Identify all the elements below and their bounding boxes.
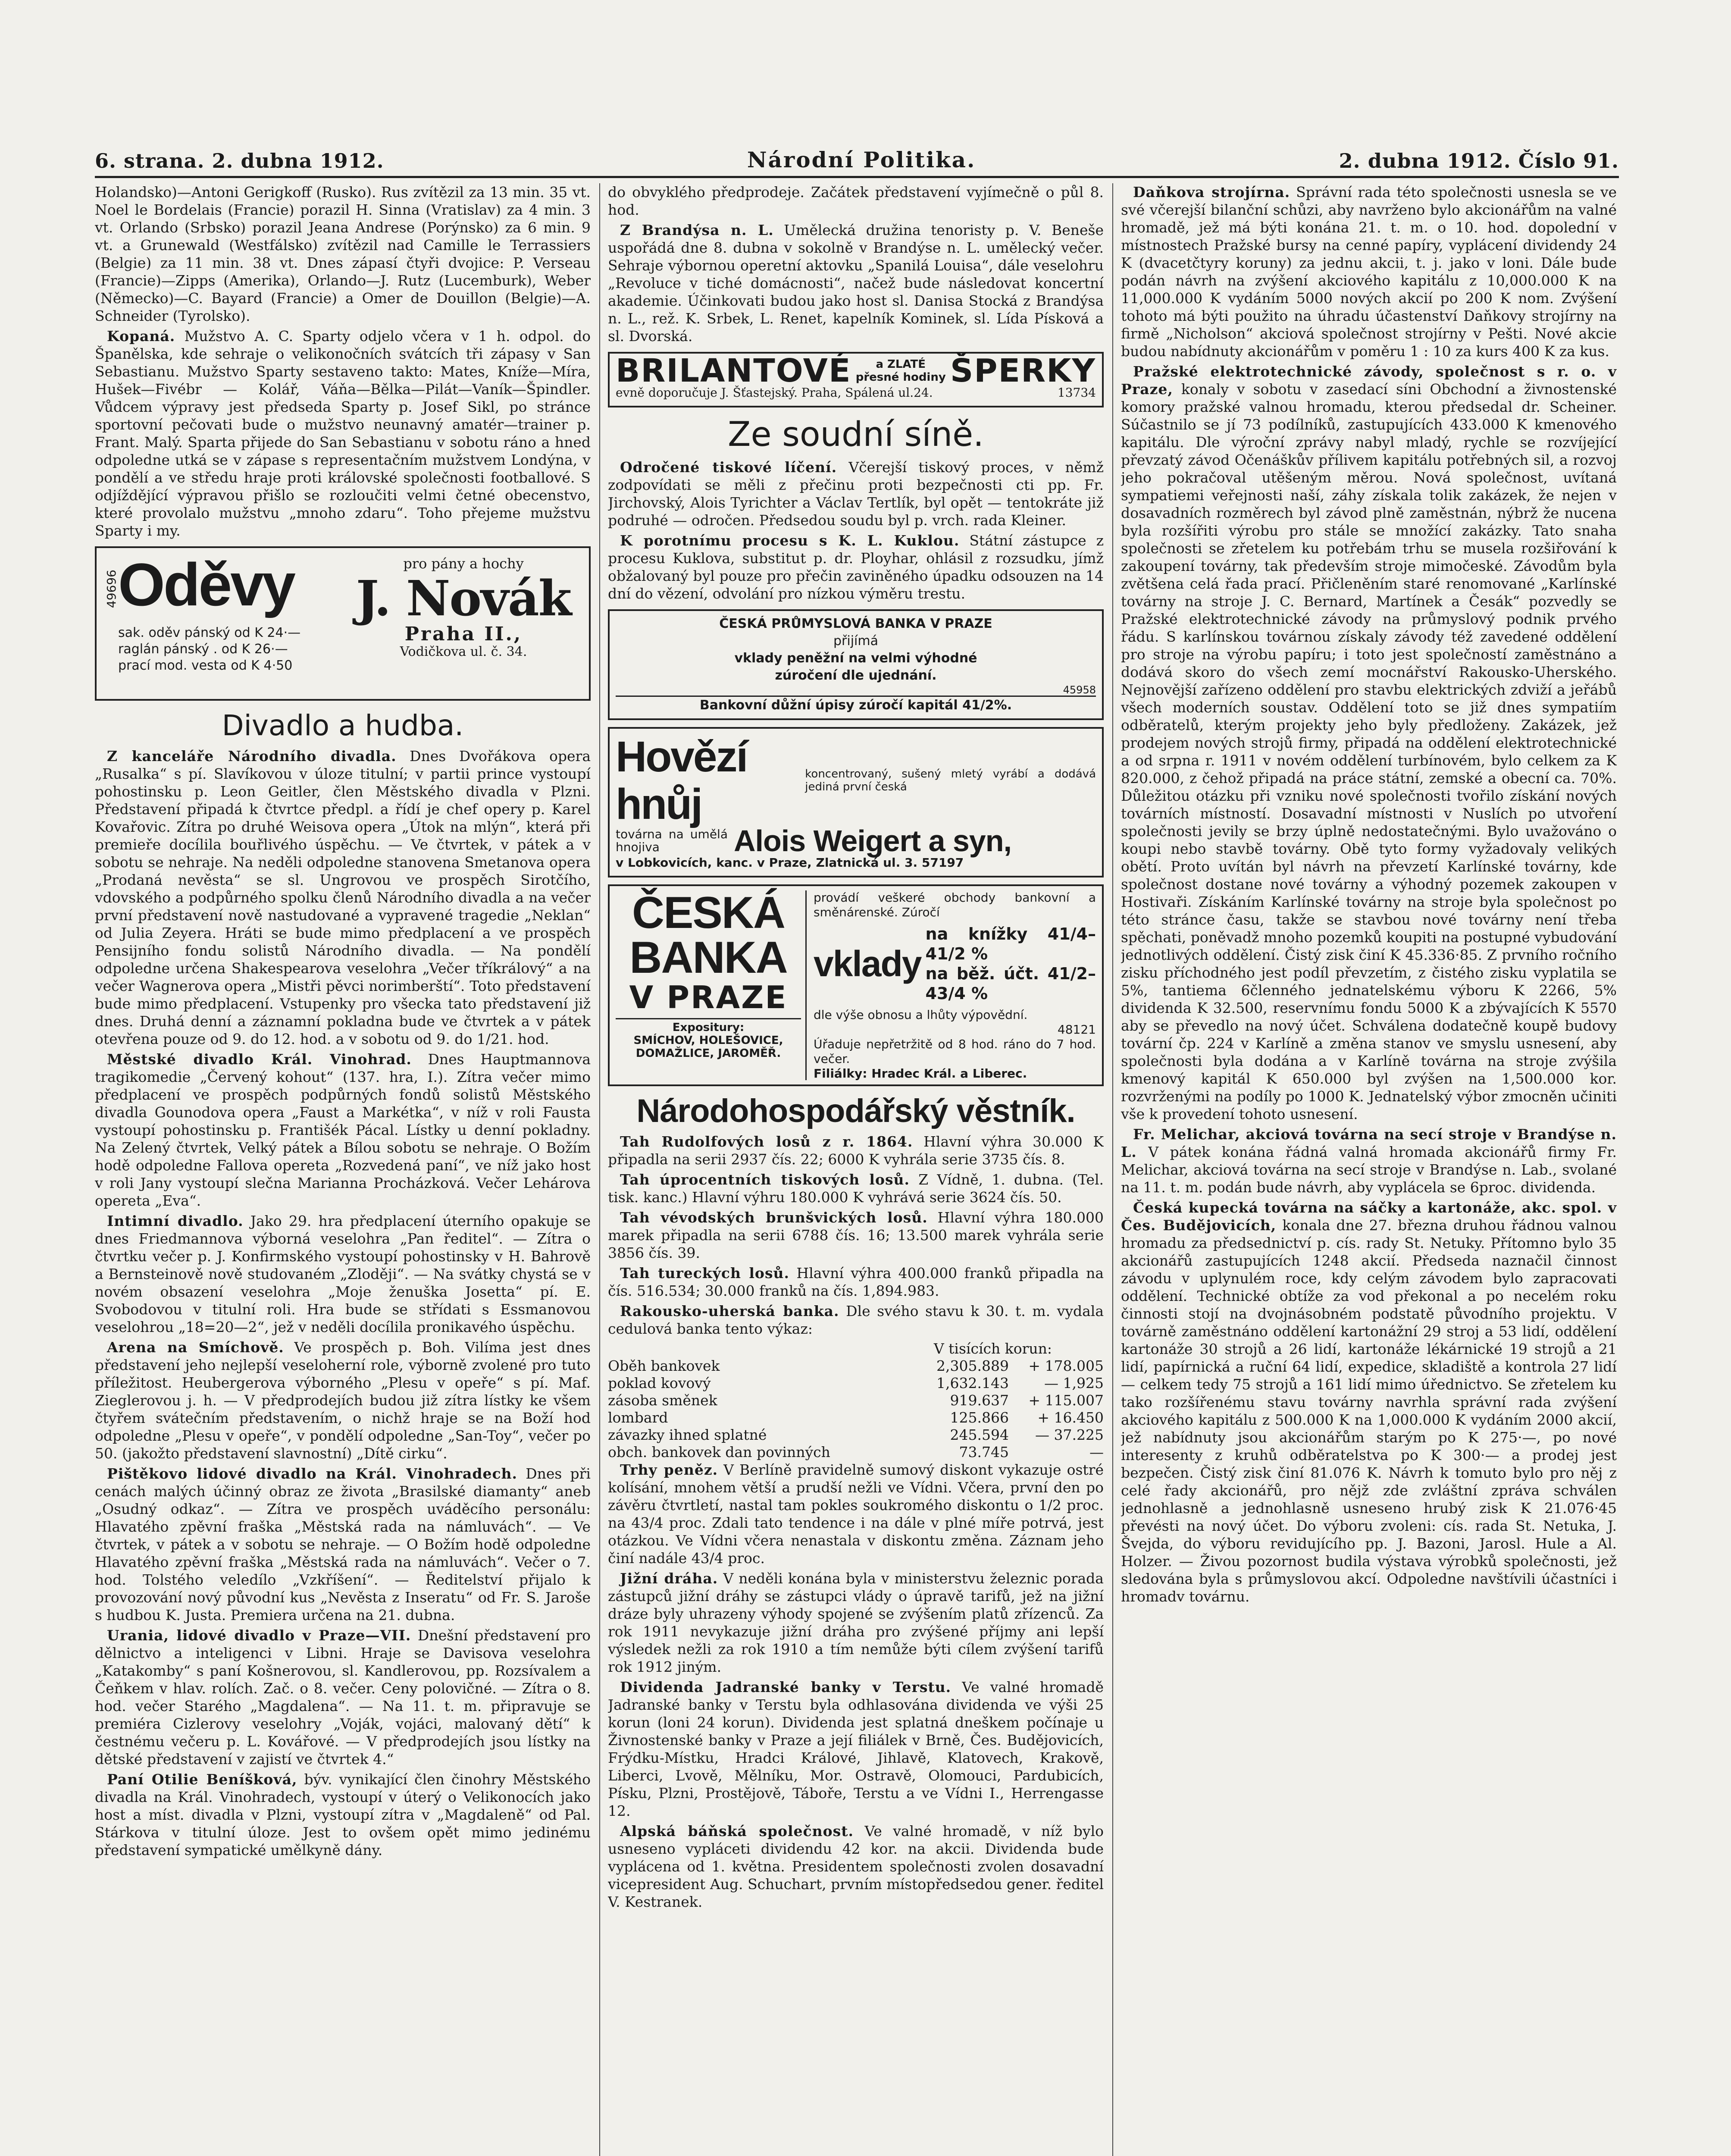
advert-odevy-novak bbox=[95, 546, 591, 701]
column-divider bbox=[1112, 183, 1113, 2156]
table-row bbox=[608, 1409, 1104, 1426]
bank-table bbox=[608, 1340, 1104, 1461]
table-cell: 919.637 bbox=[950, 1392, 1009, 1409]
advert-text: přesné hodiny bbox=[855, 371, 946, 384]
advert-city: Praha II., bbox=[404, 623, 523, 645]
article-text: býv. vynikající člen činohry Městského divadla na Král. Vinohradech, vystoupí v úterý o Velikonocích jako host a míst. divadla v Plzni, vystoupí zítra v „Magdaleně“ od Pal. Stárkova v titulní úloze. Jest to ovšem opět mimo jedinému představení sympatické umělkyně dány. bbox=[95, 1771, 591, 1858]
advert-headline: BANKA bbox=[629, 933, 787, 983]
table-cell: — 1,925 bbox=[1044, 1375, 1104, 1391]
article-text: Dnes Hauptmannova tragikomedie „Červený kohout“ (137. hra, I.). Zítra večer mimo předplacení ve prospěch podpůrných fondů solistů Městského divadla Gounodova opera „Faust a Markétka“, v níž v roli Fausta vystoupí pohostinsku p. Františék Pácal. Lístky u denní pokladny. Na Zelený čtvrtek, Velký pátek a Bílou sobotu se nehraje. O Božím hodě odpoledne Fallova opereta „Rozvedená paní“, ve níž jako host v roli Jany vystoupí slečna Marianna Procházková. Večer Lehárova opereta „Eva“. bbox=[95, 1051, 591, 1209]
advert-ceska-banka bbox=[608, 884, 1104, 1086]
advert-text: a ZLATÉ bbox=[876, 358, 926, 371]
advert-number: 45958 bbox=[1063, 684, 1096, 696]
article-text: Ve prospěch p. Boh. Vilíma jest dnes představení jeho nejlepší veseloherní role, výborně zvolené pro tuto příležitost. Heubergerova výborného „Plesu v opeře“ s pí. Maf. Zieglerovou j. h. — V předprodejích budou již zítra lístky ke všem čtyřem svátečním představením, o nichž hraje se na Boží hod odpoledne „Plesu v opeře“, v pondělí odpoledne „San-Toy“, večer po 50. (jakožto představení slavnostní) „Dítě cirku“. bbox=[95, 1339, 591, 1462]
advert-text: SMÍCHOV, HOLEŠOVICE, DOMAŽLICE, JAROMĚŘ. bbox=[633, 1034, 783, 1060]
table-cell: + 115.007 bbox=[1028, 1392, 1104, 1409]
table-row bbox=[608, 1444, 1104, 1461]
article-rudolf bbox=[608, 1133, 1104, 1168]
table-cell: Oběh bankovek bbox=[608, 1357, 720, 1374]
advert-address: v Lobkovicích, kanc. v Praze, Zlatnická ul. 3. 57197 bbox=[616, 856, 964, 870]
article-intimni bbox=[95, 1212, 591, 1336]
advert-text: továrna na umělá hnojiva bbox=[616, 827, 728, 854]
table-cell: obch. bankovek dan povinných bbox=[608, 1444, 830, 1460]
newspaper-page bbox=[95, 142, 1619, 2156]
advert-text: Expositury: bbox=[672, 1021, 745, 1034]
article-dankova bbox=[1121, 183, 1617, 360]
advert-text: Úřaduje nepřetržitě od 8 hod. ráno do 7 hod. večer. bbox=[814, 1037, 1096, 1066]
table-row bbox=[608, 1392, 1104, 1409]
article-lead: Kopaná. bbox=[107, 328, 175, 345]
article-lead: K porotnímu procesu s K. L. Kuklou. bbox=[620, 532, 960, 549]
advert-text: zúročení dle ujednání. bbox=[775, 668, 937, 683]
article-text: Hlavní výhra 400.000 franků připadla na čís. 516.534; 30.000 franků na čís. 1,894.983. bbox=[608, 1265, 1104, 1299]
article-rakousko bbox=[608, 1302, 1104, 1338]
article-melichar bbox=[1121, 1125, 1617, 1196]
article-lead: Intimní divadlo. bbox=[107, 1213, 244, 1229]
table-cell: lombard bbox=[608, 1409, 668, 1426]
advert-number: 13734 bbox=[1057, 385, 1096, 400]
article-lead: Pištěkovo lidové divadlo na Král. Vinohradech. bbox=[107, 1465, 518, 1482]
section-title: Národohospodářský věstník. bbox=[636, 1093, 1075, 1129]
article-alpska bbox=[608, 1822, 1104, 1911]
advert-headline: Oděvy bbox=[118, 551, 294, 618]
advert-headline: BRILANTOVÉ bbox=[616, 352, 851, 389]
advert-text: provádí veškeré obchody bankovní a směnárenské. Zúročí bbox=[814, 890, 1096, 919]
advert-headline: Hovězí hnůj bbox=[616, 733, 747, 828]
column-divider bbox=[599, 183, 600, 2156]
advert-headline: ŠPERKY bbox=[950, 352, 1096, 389]
article-urania bbox=[95, 1626, 591, 1768]
article-trhy bbox=[608, 1461, 1104, 1567]
article-text: Jako 29. hra předplacení úterního opakuje se dnes Friedmannova výborná veselohra „Pan ředitel“. — Zítra o čtvrtku večer p. J. Konfirmského vystoupí pohostinsky v H. Bahrově a Bernsteinově nově studovaném „Zloději“. — Na svátky chystá se v novém obsazení veselohra „Moje ženuška Josetta“ pí. E. Svobodovou v titulní roli. Hra bude se střídati s Essmanovou veselohrou „18=20—2“, jež v neděli docílila pronikavého úspěchu. bbox=[95, 1213, 591, 1335]
article-turecke bbox=[608, 1264, 1104, 1300]
advert-brilant bbox=[608, 352, 1104, 407]
article-text: Mužstvo A. C. Sparty odjelo včera v 1 h. odpol. do Španělska, kde sehraje o velikonočních svátcích tři zápasy v San Sebastianu. Mužstvo Sparty sestaveno takto: Mates, Kníže—Míra, Hušek—Fivébr — Kolář, Váňa—Bělka—Pilát—Vaník—Špindler. Vůdcem výpravy jest předseda Sparty p. Josef Sikl, po stránce sportovní pečovati bude o mužstvo neunavný amatér—trainer p. Frant. Malý. Sparta přijede do San Sebastianu v sobotu ráno a hned odpoledne utká se v zápase s representačním mužstvem Londýna, v pondělí a ve středu hraje proti královské společnosti footballové. S odjíždějící výpravou přišlo se rozloučiti velmi četné obecenstvo, které provolalo mužstvu „mnoho zdaru“. Toho přejeme mužstvu Sparty i my. bbox=[95, 328, 591, 539]
article-text: konala dne 27. března druhou řádnou valnou hromadu za předsednictví p. cís. rady St. Netuky. Přítomno bylo 35 akcionářů zastupujících 1248 akcií. Předseda naznačil činnost závodu v uplynulém roce, kdy celým závodem bylo zapracovati oddělení. Technické obtíže za vod překonal a po necelém roku činnosti stojí na dvojnásobném podstatě původního projektu. V továrně zaměstnáno oddělení kartonážní 29 stroj a 53 lidí, oddělení kartonáže 30 strojů a 26 lidí, kartonáže lékárnické 19 strojů a 21 lidí, papírnická a ruční 64 lidí, expedice, skladiště a kontrola 27 lidí — celkem tedy 75 strojů a 161 lidí mimo úřednictvo. Se zřetelem ku tako rozšířenému stavu továrny navrhla správní rada zvýšení akciového kapitálu z 500.000 K na 1,000.000 K vydáním 2000 akcií, jež nabídnuty jsou akcionářům starým po K 275·—, po nové interesenty z kruhů odběratelstva po K 300·— a prodej jest bezpečen. Čistý zisk činí 81.076 K. Návrh k tomuto bylo pro něj z celé řady akcionářů, pro nějž zde zvláštní zpráva schválen jednohlasně a jednohlasně usneseno hrubý zisk K 21.076·45 převésti na nový účet. Do výboru zvoleni: cís. rada St. Netuka, J. Švejda, do výboru revidujícího pp. J. Bazoni, Jarosl. Hule a Al. Holzer. — Živou pozornost budila výstava výrobků společnosti, jež sledována byla s průmyslovou akcí. Odpoledne navštívili účastníci i hromadv továrnu. bbox=[1121, 1217, 1617, 1605]
price-line: prací mod. vesta od K 4·50 bbox=[118, 658, 293, 673]
article-lead: Odročené tiskové líčení. bbox=[620, 459, 837, 476]
article-text: Dnes Dvořákova opera „Rusalka“ s pí. Slavíkovou v úloze titulní; v partii prince vystoupí pohostinsku p. Leon Geitler, člen Městského divadla v Plzni. Představení připadá k čtvrtce předpl. a řídí je chef opery p. Karel Kovařovic. Zítra po druhé Weisova opera „Útok na mlýn“, která při premieře docílila bouřlivého úspěchu. — Ve čtvrtek, v pátek a v sobotu se nehraje. Na neděli odpoledne stanovena Smetanova opera „Prodaná nevěsta“ se sl. Ungrovou ve prospěch Sirotčího, vdovského a podpůrného spolku členů Národního divadla a na večer první představení nově nastudované a vypravené tragedie „Neklan“ od Julia Zeyera. Hráti se bude mimo předplacení a ve prospěch Pensijního fondu solistů Národního divadla. — Na pondělí odpoledne určena Shakespearova veselohra „Večer tříkrálový“ a na večer Wagnerova opera „Mistři pěvci norimberští“. Toto představení bude mimo předplacení. Vstupenky pro všecka tato představení již dnes. Druhá denní a záznamní pokladna bude ve čtvrtek a v pátek otevřena pouze od 9. do 12. hod. a v sobotu od 9. do 1/21. hod. bbox=[95, 748, 591, 1047]
table-cell: 1,632.143 bbox=[936, 1375, 1009, 1391]
section-title: Divadlo a hudba. bbox=[222, 709, 464, 742]
article-lead: Jižní dráha. bbox=[620, 1570, 718, 1587]
article-lead: Městské divadlo Král. Vinohrad. bbox=[107, 1051, 412, 1068]
table-cell: 125.866 bbox=[950, 1409, 1009, 1426]
article-text: Dnešní představení pro dělnictvo a inteligenci v Libni. Hraje se Davisova veselohra „Katakomby“ s paní Košnerovou, sl. Kandlerovou, pp. Rozsívalem a Čeňkem v hlav. rolích. Zač. o 8. večer. Ceny polovičné. — Zítra o 8. hod. večer Starého „Magdalena“. — Na 11. t. m. připravuje se premiéra Cizlerovy veselohry „Voják, vojáci, malovaný dětí“ k čestnému večeru p. L. Kovářové. — V předprodejích jsou lístky na dětské představení v zajistí ve čtvrtek 4.“ bbox=[95, 1627, 591, 1767]
column-2 bbox=[608, 183, 1104, 2156]
table-cell: závazky ihned splatné bbox=[608, 1426, 767, 1443]
article-dpr bbox=[608, 1171, 1104, 1206]
article-text: V Berlíně pravidelně sumový diskont vykazuje ostré kolísání, mnohem větší a prudší nežli ve Vídni. Včera, první den po závěru čtvrtletí, nastal tam pokles soukromého diskontu o 1/2 proc. na 43/4 proc. Zdali tato tendence i na dále v plné míře potrvá, jest otázkou. Ve Vídni včera nenastala v diskontu změna. Záznam jeho činí nadále 43/4 proc. bbox=[608, 1461, 1104, 1567]
table-cell: + 16.450 bbox=[1037, 1409, 1104, 1426]
article-lead: Česká kupecká továrna na sáčky a kartonáže, akc. spol. v Čes. Budějovicích, bbox=[1121, 1199, 1617, 1234]
article-text: Ve valné hromadě Jadranské banky v Terstu byla odhlasována dividenda ve výši 25 korun (loni 24 korun). Dividenda jest splatná dneškem počínaje u Živnostenské banky v Praze a její filiálek v Brně, Čes. Budějovicích, Frýdku-Místku, Hradci Králové, Jihlavě, Klatovech, Krakově, Liberci, Lvově, Mělníku, Mor. Ostravě, Olomouci, Pardubicích, Písku, Plzni, Prostějově, Táboře, Terstu a ve Vídni I., Herrengasse 12. bbox=[608, 1679, 1104, 1819]
article-lead: Tah Rudolfových losů z r. 1864. bbox=[620, 1133, 913, 1150]
article-narodni bbox=[95, 747, 591, 1048]
advert-text: Bankovní důžní úpisy zúročí kapitál 41/2%. bbox=[616, 696, 1096, 714]
advert-headline: V PRAZE bbox=[629, 979, 788, 1015]
table-cell: — 37.225 bbox=[1035, 1426, 1104, 1443]
article-text: V neděli konána byla v ministerstvu železnic porada zástupců jižní dráhy se zástupci vlády o úpravě tarifů, jež na jižní dráze byly uhrazeny výhody spojené se zvýšením platů zřízenců. Za rok 1911 nevykazuje jižní dráha pro zvýšené příjmy ani lepší výsledek nežli za rok 1910 a tím nemůže býti cílem zvýšení tarifů rok 1912 jiným. bbox=[608, 1570, 1104, 1675]
advert-headline: ČESKÁ PRŮMYSLOVÁ BANKA V PRAZE bbox=[719, 616, 992, 631]
article-text: Dle svého stavu k 30. t. m. vydala cedulová banka tento výkaz: bbox=[608, 1303, 1104, 1337]
table-cell: — bbox=[1089, 1444, 1104, 1460]
section-title: Ze soudní síně. bbox=[728, 415, 984, 454]
article-lead: Fr. Melichar, akciová továrna na secí stroje v Brandýse n. L. bbox=[1121, 1126, 1617, 1160]
table-cell: poklad kovový bbox=[608, 1375, 711, 1391]
table-cell: + 178.005 bbox=[1028, 1357, 1104, 1374]
article-lead: Daňkova strojírna. bbox=[1133, 184, 1290, 201]
masthead bbox=[95, 142, 1619, 178]
masthead-title: Národní Politika. bbox=[747, 147, 976, 172]
advert-name: Alois Weigert a syn, bbox=[734, 824, 1011, 858]
article-lead: Pražské elektrotechnické závody, společnost s r. o. v Praze, bbox=[1121, 363, 1617, 398]
article-text: Holandsko)—Antoni Gerigkoff (Rusko). Rus zvítězil za 13 min. 35 vt. Noel le Bordelais (Francie) porazil H. Sinna (Vratislav) za 4 min. 3 vt. Orlando (Srbsko) porazil Jeana Andrese (Porýnsko) za 6 min. 9 vt. a Grunewald (Westfálsko) zvítězil nad Camille le Terrassiers (Belgie) za 11 min. 38 vt. Dnes zápasí čtyři dvojice: P. Verseau (Francie)—Zipps (Amerika), Orlando—J. Rutz (Lucemburk), Weber (Německo)—C. Bayard (Francie) a Omer de Douillon (Belgie)—A. Schneider (Tyrolsko). bbox=[95, 184, 591, 324]
table-cell: 73.745 bbox=[959, 1444, 1009, 1460]
advert-text: vklady peněžní na velmi výhodné bbox=[734, 651, 977, 666]
advert-ceska-prumyslova-banka bbox=[608, 609, 1104, 720]
advert-prices bbox=[118, 625, 300, 674]
advert-text: koncentrovaný, sušený mletý vyrábí a dodává jediná první česká bbox=[805, 768, 1096, 793]
advert-number: 49696 bbox=[104, 570, 119, 608]
article-text: Umělecká družina tenoristy p. V. Beneše uspořádá dne 8. dubna v sokolně v Brandýse n. L. umělecký večer. Sehraje výbornou operetní aktovku „Spanilá Louisa“, dále veselohru „Revoluce v tiché domácnosti“, načež bude následovat koncertní akademie. Účinkovati budou jako host sl. Danisa Stocká z Brandýsa n. L., rež. K. Srbek, L. Renet, kapelník Kominek, sl. Lída Písková a sl. Dvorská. bbox=[608, 222, 1104, 345]
article-odrocene bbox=[608, 458, 1104, 529]
advert-rates: na knížky 41/4–41/2 % na běž. účt. 41/2–43/4 % bbox=[925, 924, 1096, 1003]
article-arena bbox=[95, 1338, 591, 1462]
article-lead: Trhy peněz. bbox=[620, 1461, 718, 1478]
article-lead: Z Brandýsa n. L. bbox=[620, 222, 774, 238]
advert-name: J. Novák bbox=[356, 570, 571, 627]
article-porotni bbox=[608, 532, 1104, 602]
article-lead: Tah vévodských brunšvických losů. bbox=[620, 1209, 928, 1226]
advert-hovezi-hnuj bbox=[608, 727, 1104, 877]
article-pistek bbox=[95, 1465, 591, 1624]
table-cell: zásoba směnek bbox=[608, 1392, 717, 1409]
table-row bbox=[608, 1426, 1104, 1444]
article-lead: Urania, lidové divadlo v Praze—VII. bbox=[107, 1627, 411, 1644]
masthead-right: 2. dubna 1912. Číslo 91. bbox=[1339, 149, 1619, 172]
article-brunsvik bbox=[608, 1209, 1104, 1262]
article-lead: Tah tureckých losů. bbox=[620, 1265, 790, 1282]
advert-text: přijímá bbox=[833, 633, 878, 649]
masthead-left: 6. strana. 2. dubna 1912. bbox=[95, 149, 384, 172]
table-cell: 245.594 bbox=[950, 1426, 1009, 1443]
article-text: do obvyklého předprodeje. Začátek představení vyjímečně o půl 8. hod. bbox=[608, 184, 1104, 218]
article-lead: Arena na Smíchově. bbox=[107, 1339, 284, 1356]
article-lead: Z kanceláře Národního divadla. bbox=[107, 748, 397, 765]
advert-headline: vklady bbox=[814, 943, 921, 984]
article-dividenda bbox=[608, 1678, 1104, 1820]
article-lead: Paní Otilie Beníšková, bbox=[107, 1771, 297, 1788]
article-text: Ve valné hromadě, v níž bylo usneseno vypláceti dividendu 42 kor. na akcii. Dividenda bude vyplácena od 1. května. Presidentem společnosti zvolen dosavadní vicepresident Aug. Schuchart, prvním místopředsedou gener. ředitel V. Kestranek. bbox=[608, 1823, 1104, 1910]
article-text: Státní zástupce z procesu Kuklova, substitut p. dr. Ployhar, ohlásil z rozsudku, jímž obžalovaný byl pouze pro přečin zaviněného úpadku odsouzen na 14 dní do vězení, odvolání pro nízkou výměru trestu. bbox=[608, 532, 1104, 602]
price-line: raglán pánský . od K 26·— bbox=[118, 642, 288, 657]
article-text: Hlavní výhra 30.000 K připadla na serii 2937 čís. 22; 6000 K vyhrála serie 3735 čís. 8. bbox=[608, 1133, 1104, 1168]
article-lead: Tah úprocentních tiskových losů. bbox=[620, 1171, 910, 1188]
article-brandys bbox=[608, 221, 1104, 345]
advert-headline: ČESKÁ bbox=[632, 888, 785, 938]
article-kopana bbox=[95, 327, 591, 539]
article-text: Dnes při cenách malých účinný obraz ze života „Brasilské diamanty“ aneb „Osudný odkaz“. — Zítra ve prospěch uváděcího personálu: Hlavatého zpěvní fraška „Městská rada na námluvách“. — Ve čtvrtek, v pátek a v sobotu se nehraje. — O Božím hodě odpoledne Hlavatého zpěvní fraška „Městská rada na námluvách“. Večer o 7. hod. Tolstého veledílo „Vzkříšení“. — Ředitelství přijalo k provozování nový původní kus „Nevěsta z Inseratu“ od Fr. S. Jaroše s hudbou K. Justa. Premiera určena na 21. dubna. bbox=[95, 1465, 591, 1623]
article-lead: Dividenda Jadranské banky v Terstu. bbox=[620, 1679, 952, 1695]
article-mestske bbox=[95, 1050, 591, 1210]
article-text: Včerejší tiskový proces, v němž zodpovídati se měli z přečinu proti bezpečnosti cti pp. Fr. Jirchovský, Alois Tyrichter a Václav Tertlík, byl opět — tentokráte již podruhé — odročen. Předsedou soudu byl p. vrch. rada Kleiner. bbox=[608, 459, 1104, 529]
table-header: V tisících korun: bbox=[933, 1340, 1052, 1357]
column-3 bbox=[1121, 183, 1617, 2156]
advert-subtitle: pro pány a hochy bbox=[403, 555, 524, 572]
advert-number: 48121 bbox=[1057, 1022, 1096, 1037]
advert-text: Filiálky: Hradec Král. a Liberec. bbox=[814, 1066, 1027, 1081]
article-jizni bbox=[608, 1570, 1104, 1676]
article-text: Hlavní výhra 180.000 marek připadla na serii 6788 čís. 16; 13.500 marek vyhrála serie 3856 čís. 39. bbox=[608, 1209, 1104, 1261]
article-kupecka bbox=[1121, 1199, 1617, 1605]
advert-text: dle výše obnosu a lhůty výpovědní. bbox=[814, 1008, 1028, 1022]
article-lead: Rakousko-uherská banka. bbox=[620, 1303, 839, 1319]
article-prazske bbox=[1121, 363, 1617, 1123]
advert-address: evně doporučuje J. Šťastejský. Praha, Spálená ul.24. bbox=[616, 385, 933, 400]
article-otilie bbox=[95, 1771, 591, 1859]
column-1 bbox=[95, 183, 591, 2156]
advert-address: Vodičkova ul. č. 34. bbox=[400, 644, 527, 659]
table-row bbox=[608, 1357, 1104, 1375]
article-lead: Alpská báňská společnost. bbox=[620, 1823, 854, 1839]
article-text: V pátek konána řádná valná hromada akcionářů firmy Fr. Melichar, akciová továrna na secí stroje v Brandýse n. Lab., svolané na 11. t. m. podán bude návrh, aby vyplácela se 6proc. dividenda. bbox=[1121, 1144, 1617, 1196]
price-line: sak. oděv pánský od K 24·— bbox=[118, 625, 301, 640]
article-text: Správní rada této společnosti usnesla se ve své včerejší bilanční schůzi, aby navrženo bylo akcionářům na valné hromadě, jež má býti konána 21. t. m. o 10. hod. dopolední v místnostech Pražské bursy na cenné papíry, vyplácení dividendy 24 K (dvacetčtyry koruny) za jednu akcii, t. j. jako v loni. Dále bude podán návrh na zvýšení akciového kapitálu z 10,000.000 K na 11,000.000 K vydáním 5000 nových akcií po 200 K nom. Zvýšení tohoto má býti použito na úhradu účastenství Daňkovy strojírny na firmě „Nicholson“ akciová společnost strojírny v Pešti. Nové akcie budou nabídnuty akcionářům v poměru 1 : 10 za kurs 400 K za kus. bbox=[1121, 184, 1617, 360]
article-text: konaly v sobotu v zasedací síni Obchodní a živnostenské komory pražské valnou hromadu, kterou předsedal dr. Scheiner. Súčastnilo se jí 73 podílníků, zastupujících 433.000 K kmenového kapitálu. Dle výroční zprávy nabyl mladý, rychle se rozvíjející převzatý závod Očenáškův přílivem kapitálu potřebných sil, a rozvoj jeho pokračoval utěšeným měrou. Nová společnost, uvítaná sympatiemi veřejnosti naší, záhy získala tolik zakázek, že nejen v dosavadních rozměrech byl závod plně zaměstnán, nýbrž že nucena byla rozšířiti výrobu pro stále se množící zakázky. Tato snaha společnosti se zřetelem ku potřebám trhu se musela rozšiřování k zakoupení továrny, tak především stroje mimočeské. Závodům byla zvětšena celá řada prací. Přičleněním staré renomované „Karlínské továrny na stroje J. C. Bernard, Martínek a Česák“ pozvedly se Pražské elektrotechnické závody na průmyslový podnik prvého řádu. S karlínskou továrnou získaly závody též zavedené oddělení pro stroje na výrobu papíru; i toto jest společností zaměstnáno a dodává skoro do všech zemí mocnářství Rakousko-Uherského. Nejnovější zařízeno oddělení pro stavbu elektrických zdviží a jeřábů všech moderních soustav. Oddělení toto se již dnes sympatiím odběratelů, kterým projekty jeho byly předloženy. Zakázek, jež prodejem nových strojů firmy, připadá na oddělení elektrotechnické a od srpna r. 1911 v novém oddělení turbínovém, bylo celkem za K 820.000, z čehož připadá na práce státní, zemské a obecní ca. 70%. Důležitou otázku při vzniku nové společnosti tvořilo získání nových továrních místností. Dosavadní místnosti v Nuslích po utvoření společnosti jevily se brzy úplně nedostatečnými. Bylo uvažováno o koupi nebo stavbě továrny. Obě tyto formy vyžadovaly velikých obětí. Proto uvítán byl návrh na převzetí Karlínské továrny, kde společnost dostane nové továrny a výhodný pozemek zakoupen v Hostivaři. Získáním Karlínské továrny na stroje byla společnost po této stránce času, takže se stavbou nové továrny není třeba spěchati, poněvadž mnoho pozemků koupiti na postupné vybudování jednotlivých oddělení. Čistý zisk činí K 45.336·85. Z prvního ročního zisku příchodného jest podíl převzetím, z čistého zisku vyplatila se 5%, tantiema 6členného jednatelskému výboru K 2266, 5% dividenda K 32.500, reservnímu fondu 5000 K a zbývajících K 5570 aby se převedlo na nový účet. Schválena dodatečně koupě budovy tovární čp. 224 v Karlíně a změna stanov ve smyslu usnesení, aby společnosti byla dodána a v Karlíně továrna na stroje zvýšila kmenový kapitál K 650.000 byl zvýšen na 1,500.000 kor. rozvrženými na podíly po 1000 K. Jednatelský výbor zmocněn učiniti vše k provedení tohoto usnesení. bbox=[1121, 381, 1617, 1122]
article-text: Z Vídně, 1. dubna. (Tel. tisk. kanc.) Hlavní výhru 180.000 K vyhrává serie 3624 čís. 50. bbox=[608, 1171, 1104, 1206]
table-cell: 2,305.889 bbox=[936, 1357, 1009, 1374]
table-row bbox=[608, 1375, 1104, 1392]
